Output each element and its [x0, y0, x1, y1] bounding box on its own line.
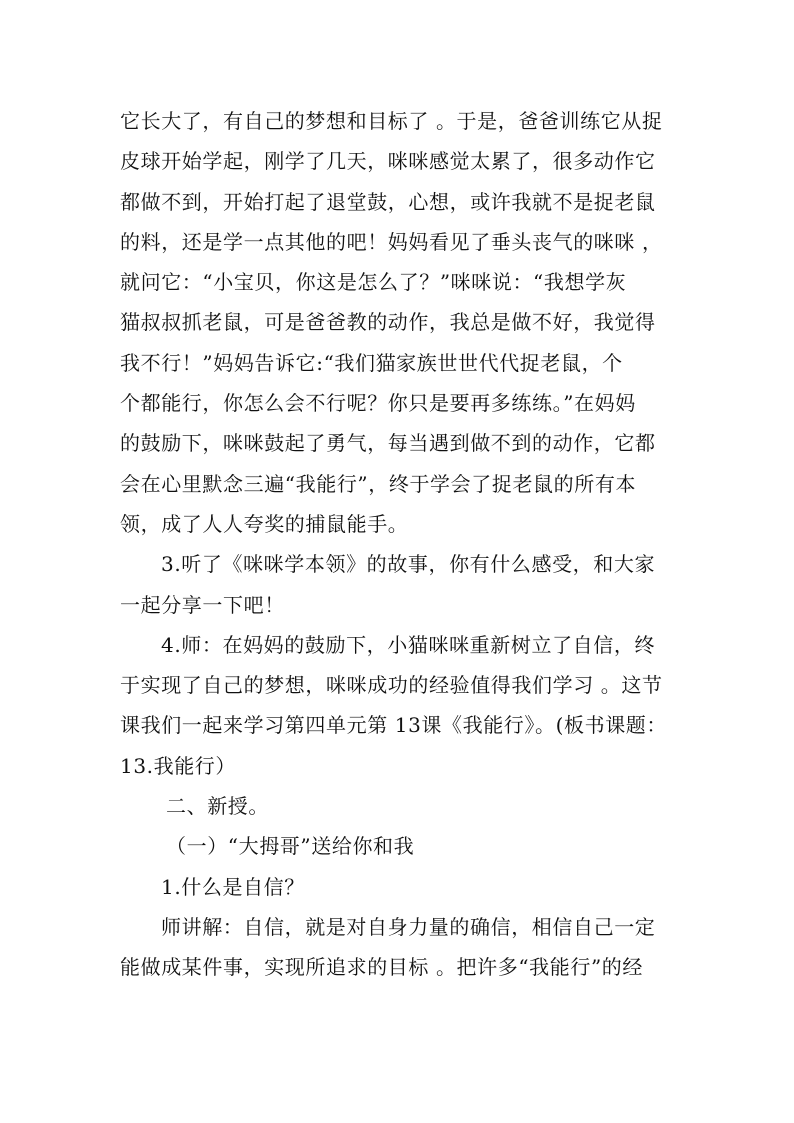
document-body — [120, 101, 675, 988]
paragraph-line: 能做成某件事，实现所追求的目标 。把许多“我能行”的经 — [120, 955, 644, 980]
paragraph-line: 一起分享一下吧！ — [120, 592, 285, 617]
paragraph-line: 于实现了自己的梦想，咪咪成功的经验值得我们学习 。这节 — [120, 673, 663, 698]
paragraph-line: 3.听了《咪咪学本领》的故事，你有什么感受，和大家 — [161, 552, 656, 577]
paragraph-line: 个都能行，你怎么会不行呢？你只是要再多练练。”在妈妈 — [120, 391, 636, 416]
paragraph-line: 13.我能行） — [120, 753, 237, 778]
paragraph-line: 就问它：“小宝贝，你这是怎么了？”咪咪说：“我想学灰 — [120, 270, 627, 295]
question-line: 1.什么是自信？ — [161, 874, 305, 899]
paragraph-line: 师讲解：自信，就是对自身力量的确信，相信自己一定 — [161, 914, 656, 939]
paragraph-line: 4.师：在妈妈的鼓励下，小猫咪咪重新树立了自信，终 — [161, 632, 656, 657]
paragraph-line: 的料，还是学一点其他的吧！妈妈看见了垂头丧气的咪咪 ， — [120, 229, 663, 254]
paragraph-line: 都做不到，开始打起了退堂鼓，心想，或许我就不是捉老鼠 — [120, 189, 656, 214]
section-heading: 二、新授。 — [166, 794, 269, 819]
subsection-heading: （一）“大拇哥”送给你和我 — [166, 834, 415, 859]
paragraph-line: 会在心里默念三遍“我能行”，终于学会了捉老鼠的所有本 — [120, 471, 637, 496]
paragraph-line: 我不行！”妈妈告诉它:“我们猫家族世世代代捉老鼠，个 — [120, 350, 623, 375]
paragraph-line: 的鼓励下，咪咪鼓起了勇气，每当遇到做不到的动作，它都 — [120, 431, 656, 456]
paragraph-line: 猫叔叔抓老鼠，可是爸爸教的动作，我总是做不好，我觉得 — [120, 310, 656, 335]
paragraph-line: 课我们一起来学习第四单元第 13课《我能行》。(板书课题： — [120, 713, 668, 738]
paragraph-line: 领，成了人人夸奖的捕鼠能手。 — [120, 511, 409, 536]
paragraph-line: 皮球开始学起，刚学了几天，咪咪感觉太累了，很多动作它 — [120, 149, 656, 174]
paragraph-line: 它长大了，有自己的梦想和目标了 。于是，爸爸训练它从捉 — [120, 109, 663, 133]
